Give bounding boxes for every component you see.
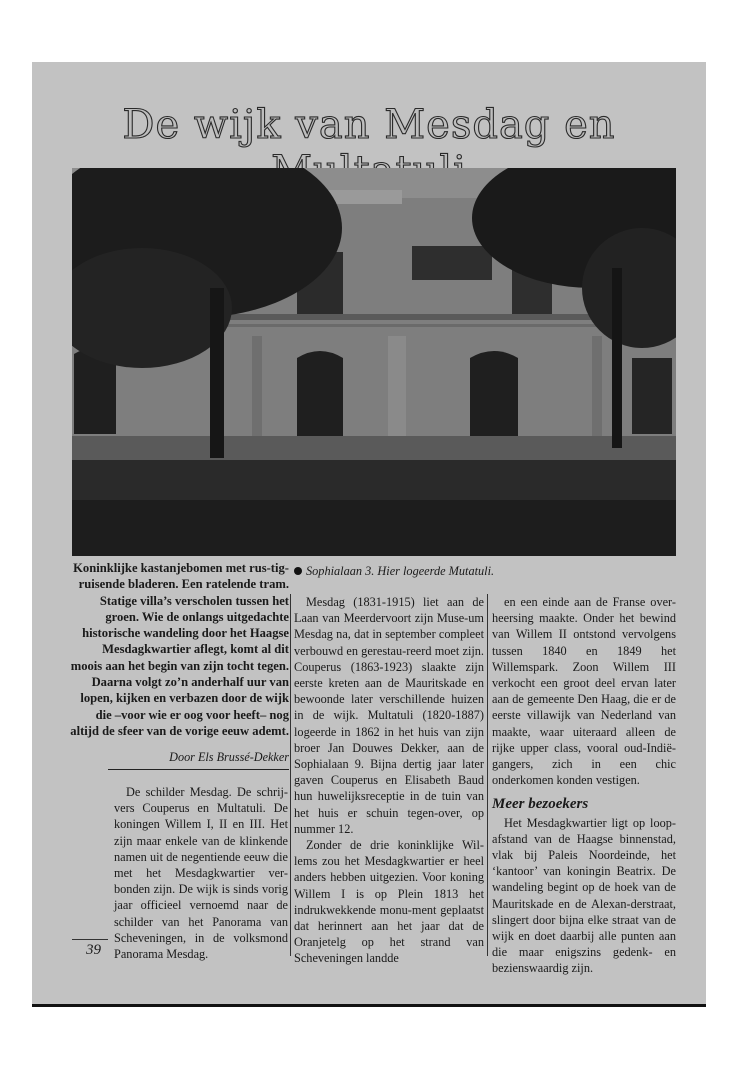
- page-bottom-rule: [32, 1004, 706, 1007]
- byline: Door Els Brussé-Dekker: [169, 750, 289, 764]
- column-divider: [290, 594, 291, 956]
- bullet-icon: [294, 567, 302, 575]
- column-1: [114, 784, 288, 962]
- paragraph: De schilder Mesdag. De schrij-vers Couperus en Multatuli. De koningen Willem I, II en III. Het zijn maar enkele van de klinkende namen uit de negentiende eeuw die met het Mesdagkwartier ver-bonden zijn. De wijk is sinds vorig jaar officieel vernoemd naar de schilder van het Panorama van Scheveningen, in de volksmond Panorama Mesdag.: [114, 785, 288, 962]
- villa-photo-illustration: [72, 168, 676, 556]
- article-photo: [72, 168, 676, 556]
- photo-caption: [294, 564, 674, 579]
- page-number-rule: [72, 939, 108, 940]
- caption-text: Sophialaan 3. Hier logeerde Mutatuli.: [306, 564, 495, 578]
- lead-text: Koninklijke kastanjebomen met rus-tig-ruisende bladeren. Een ratelende tram. Statige villa’s verscholen tussen het groen. Wie de onlangs uitgedachte historische wandeling door het Haagse Mesdagkwartier aflegt, komt al dit moois aan het begin van zijn tocht tegen. Daarna volgt zo’n anderhalf uur van lopen, kijken en verbazen door de wijk die –voor wie er oog voor heeft– nog altijd de sfeer van de vorige eeuw ademt.: [70, 561, 289, 738]
- article-lead: [70, 560, 289, 739]
- paragraph: Het Mesdagkwartier ligt op loop-afstand van de Haagse binnenstad, vlak bij Paleis Noordeinde, het ‘kantoor’ van koningin Beatrix. De wandeling begint op de hoek van de Mauritskade en de Alexan-derstraat, slingert door bijna elke straat van de wijk en doet daarbij alle punten aan die maar enigszins gedenk- en bezienswaardig zijn.: [492, 815, 676, 976]
- magazine-page: [32, 62, 706, 1006]
- paragraph: Zonder de drie koninklijke Wil-lems zou het Mesdagkwartier er heel anders hebben uitgezien. Voor koning Willem I is op Plein 1813 het indrukwekkende monu-ment geplaatst dat herinnert aan het jaar dat de Oranjetelg op het strand van Scheveningen landde: [294, 838, 484, 966]
- column-2: [294, 594, 484, 967]
- page-number: 39: [86, 942, 101, 958]
- article-title: De wijk van Mesdag en: [122, 102, 616, 148]
- subheading: Meer bezoekers: [492, 796, 589, 813]
- paragraph: en een einde aan de Franse over-heersing maakte. Onder het bewind van Willem II ontstond vervolgens tussen 1840 en 1849 het Willemspark. Zoon Willem III verkocht een groot deel ervan later aan de gemeente Den Haag, die er de eerste villawijk van Nederland van maakte, waar uiteraard alleen de rijke upper class, vooral oud-Indië-gangers, zich in een chic onderkomen konden vestigen.: [492, 595, 676, 788]
- byline-divider: [108, 769, 289, 770]
- column-3: [492, 594, 676, 977]
- paragraph: Mesdag (1831-1915) liet aan de Laan van Meerdervoort zijn Muse-um Mesdag na, dat in september compleet verbouwd en gerestau-reerd moet zijn. Couperus (1863-1923) slaakte zijn eerste kreten aan de Mauritskade en bewoonde later verschillende huizen in de wijk. Multatuli (1820-1887) logeerde in 1862 in het huis van zijn broer Jan Douwes Dekker, aan de Sophialaan 9. Bijna dertig jaar later gaven Couperus en Elisabeth Baud hun huwelijksreceptie in de tuin van het huis er schuin tegen-over, op nummer 12.: [294, 595, 484, 836]
- column-divider: [487, 594, 488, 956]
